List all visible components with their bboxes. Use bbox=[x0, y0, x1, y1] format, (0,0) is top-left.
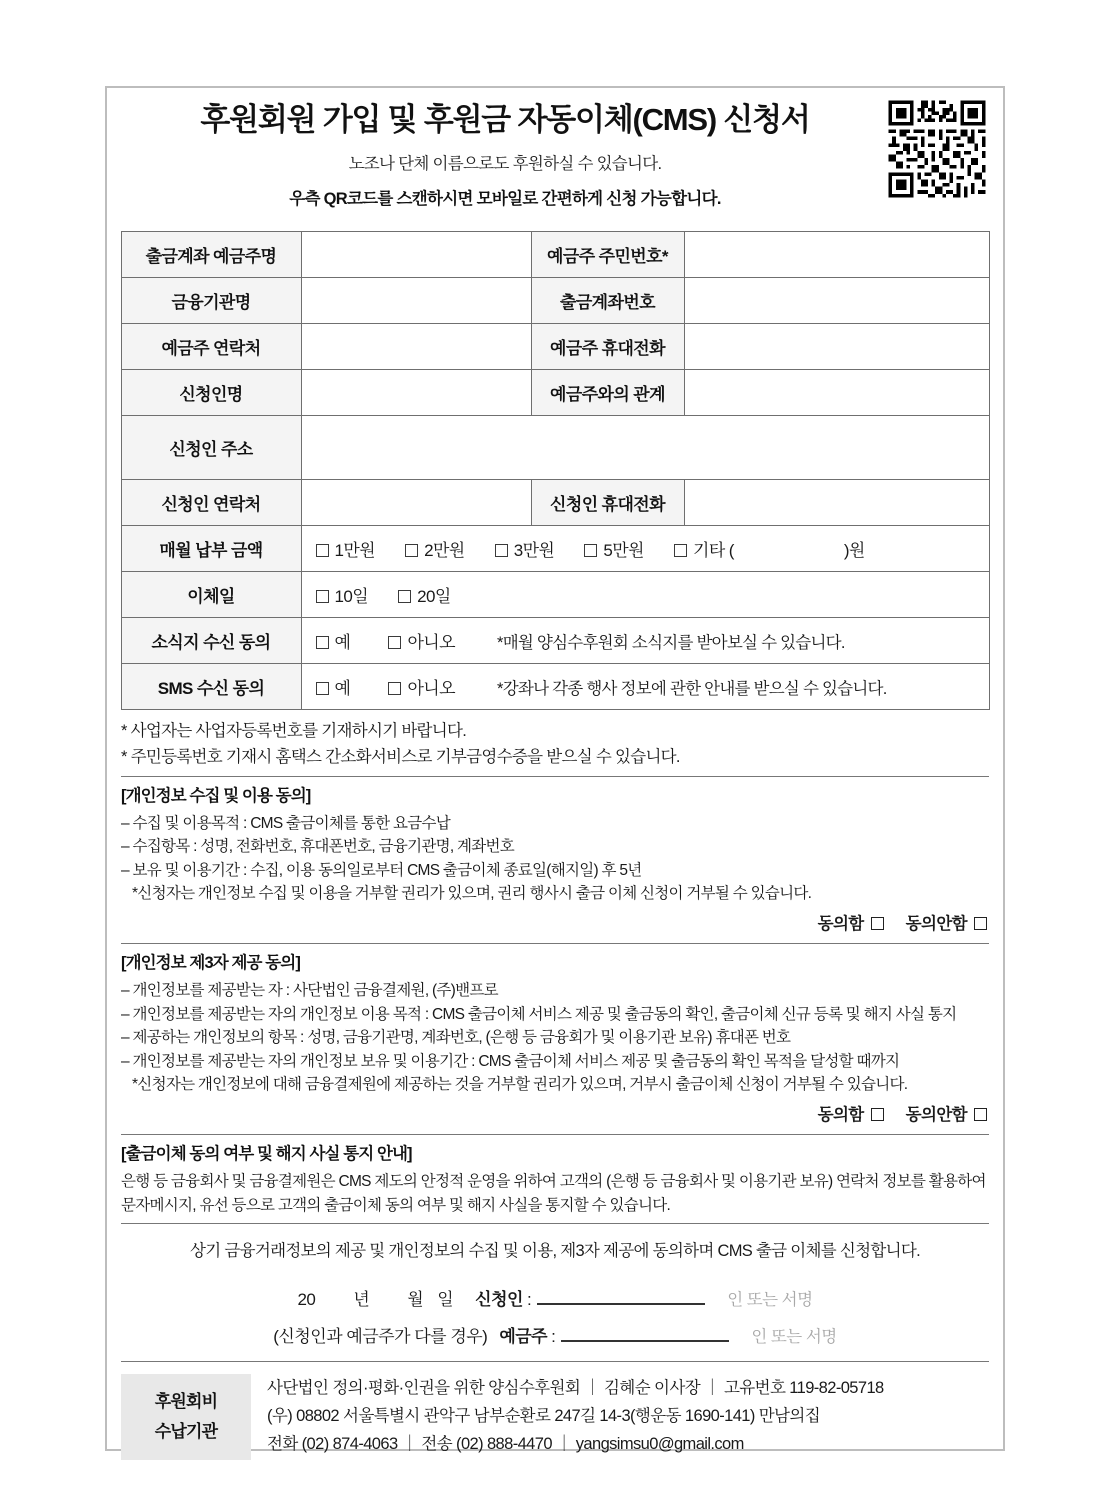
year-unit: 년 bbox=[353, 1290, 370, 1310]
consent-collection-purpose: – 수집 및 이용목적 : CMS 출금이체를 통한 요금수납 bbox=[121, 814, 451, 832]
field-relationship[interactable] bbox=[684, 369, 989, 415]
agree-label: 동의함 bbox=[817, 914, 864, 933]
account-holder-signature-line[interactable] bbox=[561, 1325, 729, 1342]
label-newsletter-consent: 소식지 수신 동의 bbox=[121, 617, 301, 663]
label-applicant-contact: 신청인 연락처 bbox=[121, 479, 301, 525]
table-row bbox=[121, 277, 989, 323]
newsletter-consent-note: *매월 양심수후원회 소식지를 받아보실 수 있습니다. bbox=[497, 633, 845, 652]
checkbox-disagree-third-party[interactable] bbox=[974, 1108, 987, 1121]
note-business-number: * 사업자는 사업자등록번호를 기재하시기 바랍니다. bbox=[121, 721, 467, 740]
checkbox-amount-other[interactable] bbox=[674, 536, 865, 561]
checkbox-box-icon bbox=[405, 544, 418, 557]
table-row bbox=[121, 231, 989, 277]
account-holder-signature-label: 예금주 bbox=[499, 1327, 548, 1347]
table-row bbox=[121, 369, 989, 415]
applicant-signature-line[interactable] bbox=[537, 1288, 705, 1305]
consent-collection-period: – 보유 및 이용기간 : 수집, 이용 동의일로부터 CMS 출금이체 종료일(해지일) 후 5년 bbox=[121, 861, 642, 879]
monthly-amount-options bbox=[301, 525, 989, 571]
field-account-number[interactable] bbox=[684, 277, 989, 323]
applicant-info-table bbox=[121, 231, 990, 710]
table-row bbox=[121, 323, 989, 369]
field-applicant-mobile[interactable] bbox=[684, 479, 989, 525]
consent-collection-agree-row bbox=[121, 912, 989, 937]
newsletter-consent-options bbox=[301, 617, 989, 663]
applicant-seal-hint: 인 또는 서명 bbox=[727, 1291, 813, 1310]
footer-label-line2: 수납기관 bbox=[154, 1422, 218, 1442]
label-applicant-name: 신청인명 bbox=[121, 369, 301, 415]
checkbox-box-icon bbox=[388, 682, 401, 695]
checkbox-box-icon bbox=[584, 544, 597, 557]
applicant-signature-label: 신청인 bbox=[475, 1290, 523, 1310]
checkbox-day-10[interactable] bbox=[316, 582, 369, 607]
checkbox-label: 20일 bbox=[417, 586, 451, 606]
field-applicant-contact[interactable] bbox=[301, 479, 531, 525]
checkbox-box-icon bbox=[316, 544, 329, 557]
notification-heading: [출금이체 동의 여부 및 해지 사실 통지 안내] bbox=[121, 1144, 412, 1163]
consent-third-party-rights: *신청자는 개인정보에 대해 금융결제원에 제공하는 것을 거부할 권리가 있으며, 거부시 출금이체 신청이 거부될 수 있습니다. bbox=[132, 1076, 908, 1094]
asterisk-notes bbox=[121, 718, 989, 776]
account-holder-seal-hint: 인 또는 서명 bbox=[751, 1328, 837, 1347]
qr-code-icon bbox=[885, 97, 989, 201]
consent-third-party-recipient: – 개인정보를 제공받는 자 : 사단법인 금융결제원, (주)밴프로 bbox=[121, 982, 498, 1000]
table-row bbox=[121, 663, 989, 709]
agree-label: 동의함 bbox=[817, 1105, 864, 1124]
label-applicant-address: 신청인 주소 bbox=[121, 415, 301, 479]
declaration-text: 상기 금융거래정보의 제공 및 개인정보의 수집 및 이용, 제3자 제공에 동의하며 CMS 출금 이체를 신청합니다. bbox=[190, 1242, 920, 1261]
colon-separator: : bbox=[526, 1290, 532, 1310]
account-holder-condition-note: (신청인과 예금주가 다를 경우) bbox=[273, 1327, 488, 1347]
checkbox-box-icon bbox=[398, 590, 411, 603]
checkbox-newsletter-yes[interactable] bbox=[316, 628, 351, 653]
checkbox-box-icon bbox=[495, 544, 508, 557]
sms-consent-note: *강좌나 각종 행사 정보에 관한 안내를 받으실 수 있습니다. bbox=[497, 679, 887, 698]
checkbox-label: 10일 bbox=[334, 586, 369, 606]
table-row bbox=[121, 617, 989, 663]
checkbox-day-20[interactable] bbox=[398, 582, 451, 607]
field-account-holder-rrn[interactable] bbox=[684, 231, 989, 277]
label-account-holder-name: 출금계좌 예금주명 bbox=[121, 231, 301, 277]
footer-organization bbox=[121, 1361, 989, 1460]
checkbox-agree-collection[interactable] bbox=[871, 917, 884, 930]
label-account-number: 출금계좌번호 bbox=[531, 277, 684, 323]
footer-label-line1: 후원회비 bbox=[154, 1392, 218, 1412]
consent-third-party-agree-row bbox=[121, 1103, 989, 1128]
signature-row-applicant bbox=[121, 1285, 989, 1310]
checkbox-amount-50000[interactable] bbox=[584, 536, 644, 561]
year-value: 20 bbox=[297, 1290, 316, 1310]
field-applicant-name[interactable] bbox=[301, 369, 531, 415]
colon-separator: : bbox=[551, 1327, 556, 1347]
footer-address: (우) 08802 서울특별시 관악구 남부순환로 247길 14-3(행운동 1690-141) 만남의집 bbox=[267, 1406, 821, 1425]
field-bank-name[interactable] bbox=[301, 277, 531, 323]
page-title: 후원회원 가입 및 후원금 자동이체(CMS) 신청서 bbox=[200, 102, 810, 137]
checkbox-box-icon bbox=[388, 636, 401, 649]
disagree-label: 동의안함 bbox=[905, 1105, 967, 1124]
form-sheet bbox=[105, 86, 1005, 1451]
consent-third-party-items: – 제공하는 개인정보의 항목 : 성명, 금융기관명, 계좌번호, (은행 등 금융회가 및 이용기관 보유) 휴대폰 번호 bbox=[121, 1029, 791, 1047]
label-bank-name: 금융기관명 bbox=[121, 277, 301, 323]
checkbox-label: 3만원 bbox=[513, 540, 555, 560]
field-account-holder-mobile[interactable] bbox=[684, 323, 989, 369]
label-relationship: 예금주와의 관계 bbox=[531, 369, 684, 415]
consent-third-party-heading: [개인정보 제3자 제공 동의] bbox=[121, 954, 300, 973]
footer-contact: 전화 (02) 874-4063 ｜ 전송 (02) 888-4470 ｜ yangsimsu0@gmail.com bbox=[267, 1434, 744, 1453]
field-account-holder-contact[interactable] bbox=[301, 323, 531, 369]
table-row bbox=[121, 415, 989, 479]
checkbox-box-icon bbox=[674, 544, 687, 557]
signature-section bbox=[121, 1265, 989, 1361]
checkbox-sms-no[interactable] bbox=[388, 674, 454, 699]
field-account-holder-name[interactable] bbox=[301, 231, 531, 277]
consent-third-party-period: – 개인정보를 제공받는 자의 개인정보 보유 및 이용기간 : CMS 출금이체 서비스 제공 및 출금동의 확인 목적을 달성할 때까지 bbox=[121, 1052, 900, 1070]
checkbox-label: 예 bbox=[334, 678, 351, 698]
table-row bbox=[121, 571, 989, 617]
label-applicant-mobile: 신청인 휴대전화 bbox=[531, 479, 684, 525]
amount-other-suffix: )원 bbox=[843, 540, 865, 560]
field-applicant-address[interactable] bbox=[301, 415, 989, 479]
checkbox-agree-third-party[interactable] bbox=[871, 1108, 884, 1121]
table-row bbox=[121, 525, 989, 571]
checkbox-label: 아니오 bbox=[407, 678, 455, 698]
consent-collection-block bbox=[121, 777, 989, 943]
sms-consent-options bbox=[301, 663, 989, 709]
form-header bbox=[107, 88, 1003, 215]
checkbox-amount-20000[interactable] bbox=[405, 536, 465, 561]
label-account-holder-rrn: 예금주 주민번호* bbox=[531, 231, 684, 277]
date-fields[interactable] bbox=[297, 1285, 475, 1310]
transfer-day-options bbox=[301, 571, 989, 617]
consent-third-party-block bbox=[121, 944, 989, 1134]
checkbox-sms-yes[interactable] bbox=[316, 674, 351, 699]
checkbox-box-icon bbox=[316, 682, 329, 695]
label-sms-consent: SMS 수신 동의 bbox=[121, 663, 301, 709]
checkbox-box-icon bbox=[316, 590, 329, 603]
footer-org-name: 사단법인 정의·평화·인권을 위한 양심수후원회 ｜ 김혜순 이사장 ｜ 고유번호 119-82-05718 bbox=[267, 1379, 884, 1398]
notification-body: 은행 등 금융회사 및 금융결제원은 CMS 제도의 안정적 운영을 위하여 고객의 (은행 등 금융회사 및 이용기관 보유) 연락처 정보를 활용하여 문자메시지, 유선 등으로 고객의 출금이체 동의 여부 및 해지 사실을 통지할 수 있습니다. bbox=[121, 1173, 986, 1214]
notification-block bbox=[121, 1135, 989, 1223]
table-row bbox=[121, 479, 989, 525]
subtitle-donation-note: 노조나 단체 이름으로도 후원하실 수 있습니다. bbox=[348, 154, 662, 173]
checkbox-label: 1만원 bbox=[334, 540, 375, 560]
footer-label-cell bbox=[121, 1374, 251, 1460]
consent-third-party-purpose: – 개인정보를 제공받는 자의 개인정보 이용 목적 : CMS 출금이체 서비스 제공 및 출금동의 확인, 출금이체 신규 등록 및 해지 사실 통지 bbox=[121, 1005, 957, 1023]
checkbox-amount-30000[interactable] bbox=[495, 536, 555, 561]
checkbox-label: 아니오 bbox=[407, 632, 455, 652]
label-account-holder-contact: 예금주 연락처 bbox=[121, 323, 301, 369]
day-unit: 일 bbox=[437, 1290, 454, 1310]
checkbox-newsletter-no[interactable] bbox=[388, 628, 454, 653]
note-rrn-receipt: * 주민등록번호 기재시 홈택스 간소화서비스로 기부금영수증을 받으실 수 있습니다. bbox=[121, 747, 680, 766]
label-transfer-day: 이체일 bbox=[121, 571, 301, 617]
subtitle-qr-note: 우측 QR코드를 스캔하시면 모바일로 간편하게 신청 가능합니다. bbox=[289, 189, 721, 208]
label-account-holder-mobile: 예금주 휴대전화 bbox=[531, 323, 684, 369]
month-unit: 월 bbox=[407, 1290, 424, 1310]
footer-details bbox=[251, 1374, 884, 1460]
checkbox-label: 2만원 bbox=[424, 540, 465, 560]
checkbox-amount-10000[interactable] bbox=[316, 536, 376, 561]
consent-collection-items: – 수집항목 : 성명, 전화번호, 휴대폰번호, 금융기관명, 계좌번호 bbox=[121, 838, 515, 856]
disagree-label: 동의안함 bbox=[905, 914, 967, 933]
checkbox-box-icon bbox=[316, 636, 329, 649]
consent-collection-rights: *신청자는 개인정보 수집 및 이용을 거부할 권리가 있으며, 권리 행사시 출금 이체 신청이 거부될 수 있습니다. bbox=[132, 885, 812, 903]
checkbox-label: 예 bbox=[334, 632, 351, 652]
label-monthly-amount: 매월 납부 금액 bbox=[121, 525, 301, 571]
checkbox-label: 5만원 bbox=[603, 540, 644, 560]
consent-collection-heading: [개인정보 수집 및 이용 동의] bbox=[121, 786, 311, 805]
signature-row-account-holder bbox=[121, 1322, 989, 1347]
checkbox-disagree-collection[interactable] bbox=[974, 917, 987, 930]
checkbox-label: 기타 ( bbox=[693, 540, 734, 560]
